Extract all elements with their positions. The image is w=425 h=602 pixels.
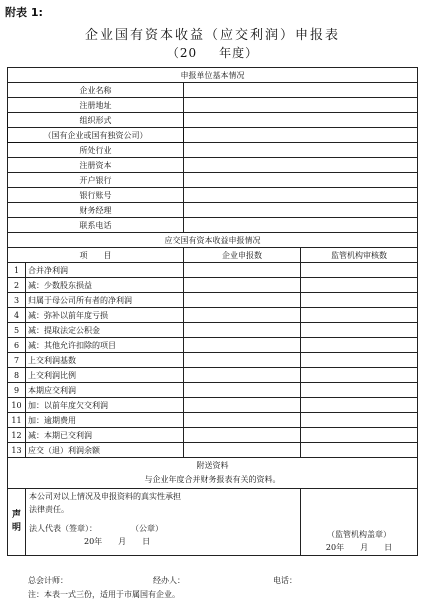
row-item: 合并净利润 [26,263,184,278]
attachments-row [8,458,418,489]
declared-amount-field[interactable] [184,353,301,368]
income-header-row [8,233,418,248]
basic-info-value-field[interactable] [184,203,418,218]
income-row [8,398,418,413]
reviewed-amount-field[interactable] [301,428,418,443]
reviewed-amount-field[interactable] [301,323,418,338]
column-header-declared: 企业申报数 [184,248,301,263]
footer-accountant: 总会计师： [28,576,68,585]
report-table-body [8,68,418,556]
row-number: 10 [8,398,26,413]
basic-info-row [8,218,418,233]
basic-info-header: 申报单位基本情况 [8,68,418,83]
income-row [8,263,418,278]
declared-amount-field[interactable] [184,293,301,308]
row-item: 减：提取法定公积金 [26,323,184,338]
income-row [8,338,418,353]
declared-amount-field[interactable] [184,383,301,398]
income-section-header: 应交国有资本收益申报情况 [8,233,418,248]
footnote: 注：本表一式三份，适用于市属国有企业。 [28,590,180,599]
declared-amount-field[interactable] [184,338,301,353]
attachments-cell [8,458,418,489]
row-item: 加：逾期费用 [26,413,184,428]
footer-phone: 电话： [273,576,297,585]
row-number: 3 [8,293,26,308]
declaration-text [26,489,301,556]
row-item: 本期应交利润 [26,383,184,398]
reviewed-amount-field[interactable] [301,278,418,293]
basic-info-row [8,188,418,203]
basic-info-label: 银行账号 [8,188,184,203]
basic-info-label: 所处行业 [8,143,184,158]
declaration-label: 声 明 [8,489,26,556]
declared-amount-field[interactable] [184,368,301,383]
reviewed-amount-field[interactable] [301,308,418,323]
reviewed-amount-field[interactable] [301,338,418,353]
basic-info-label: 企业名称 [8,83,184,98]
row-number: 4 [8,308,26,323]
declaration-date: 20年 月 日 [84,537,151,546]
basic-info-label: 开户银行 [8,173,184,188]
income-row [8,293,418,308]
agency-date: 20年 月 日 [325,543,393,552]
agency-seal-cell[interactable] [301,489,418,556]
basic-info-label: 组织形式 [8,113,184,128]
row-item: 减：弥补以前年度亏损 [26,308,184,323]
row-number: 2 [8,278,26,293]
declared-amount-field[interactable] [184,278,301,293]
column-header-row [8,248,418,263]
basic-info-value-field[interactable] [184,128,418,143]
annex-label: 附表 1: [5,6,43,19]
attachments-title: 附送资料 [196,461,229,470]
basic-info-row [8,113,418,128]
row-item: 减：本期已交利润 [26,428,184,443]
income-row [8,278,418,293]
basic-info-label: 联系电话 [8,218,184,233]
attachments-text: 与企业年度合并财务报表有关的资料。 [144,475,281,484]
basic-info-value-field[interactable] [184,158,418,173]
agency-seal-label: （监管机构盖章） [327,530,391,539]
column-header-item: 项 目 [8,248,184,263]
report-table [7,67,418,556]
row-item: 减：少数股东损益 [26,278,184,293]
basic-info-row [8,98,418,113]
basic-info-label: 财务经理 [8,203,184,218]
declared-amount-field[interactable] [184,413,301,428]
form-year [0,44,425,61]
declared-amount-field[interactable] [184,428,301,443]
form-title: 企业国有资本收益（应交利润）申报表 [84,28,340,43]
row-number: 11 [8,413,26,428]
basic-info-value-field[interactable] [184,113,418,128]
declaration-line-2: 法律责任。 [29,505,69,514]
row-number: 5 [8,323,26,338]
declaration-line-1: 本公司对以上情况及申报资料的真实性承担 [29,492,181,501]
row-number: 9 [8,383,26,398]
basic-info-value-field[interactable] [184,98,418,113]
row-item: 归属于母公司所有者的净利润 [26,293,184,308]
basic-info-row [8,128,418,143]
basic-info-row [8,203,418,218]
row-number: 1 [8,263,26,278]
income-row [8,353,418,368]
row-number: 7 [8,353,26,368]
basic-info-value-field[interactable] [184,173,418,188]
footer-handler: 经办人： [153,576,185,585]
declared-amount-field[interactable] [184,398,301,413]
basic-info-header-row [8,68,418,83]
declared-amount-field[interactable] [184,308,301,323]
basic-info-value-field[interactable] [184,218,418,233]
basic-info-label: 注册资本 [8,158,184,173]
income-row [8,443,418,458]
income-row [8,428,418,443]
income-row [8,308,418,323]
row-item: 应交（退）利润余额 [26,443,184,458]
reviewed-amount-field[interactable] [301,443,418,458]
reviewed-amount-field[interactable] [301,413,418,428]
reviewed-amount-field[interactable] [301,398,418,413]
declared-amount-field[interactable] [184,323,301,338]
year-suffix: 年度） [219,46,259,60]
reviewed-amount-field[interactable] [301,383,418,398]
income-row [8,323,418,338]
row-number: 8 [8,368,26,383]
basic-info-row [8,158,418,173]
basic-info-row [8,83,418,98]
declaration-row [8,489,418,556]
row-item: 上交利润基数 [26,353,184,368]
row-item: 减：其他允许扣除的项目 [26,338,184,353]
basic-info-value-field[interactable] [184,83,418,98]
row-number: 12 [8,428,26,443]
row-item: 加：以前年度欠交利润 [26,398,184,413]
reviewed-amount-field[interactable] [301,263,418,278]
year-prefix: （20 [166,46,198,60]
income-row [8,383,418,398]
declared-amount-field[interactable] [184,263,301,278]
basic-info-row [8,173,418,188]
basic-info-row [8,143,418,158]
basic-info-label: 注册地址 [8,98,184,113]
row-number: 6 [8,338,26,353]
row-item: 上交利润比例 [26,368,184,383]
column-header-reviewed: 监管机构审核数 [301,248,418,263]
basic-info-label: （国有企业或国有独资公司） [8,128,184,143]
row-number: 13 [8,443,26,458]
basic-info-value-field[interactable] [184,143,418,158]
income-row [8,368,418,383]
reviewed-amount-field[interactable] [301,293,418,308]
basic-info-value-field[interactable] [184,188,418,203]
income-row [8,413,418,428]
reviewed-amount-field[interactable] [301,368,418,383]
representative-line: 法人代表（签章）： （公章） [29,524,163,533]
reviewed-amount-field[interactable] [301,353,418,368]
declared-amount-field[interactable] [184,443,301,458]
